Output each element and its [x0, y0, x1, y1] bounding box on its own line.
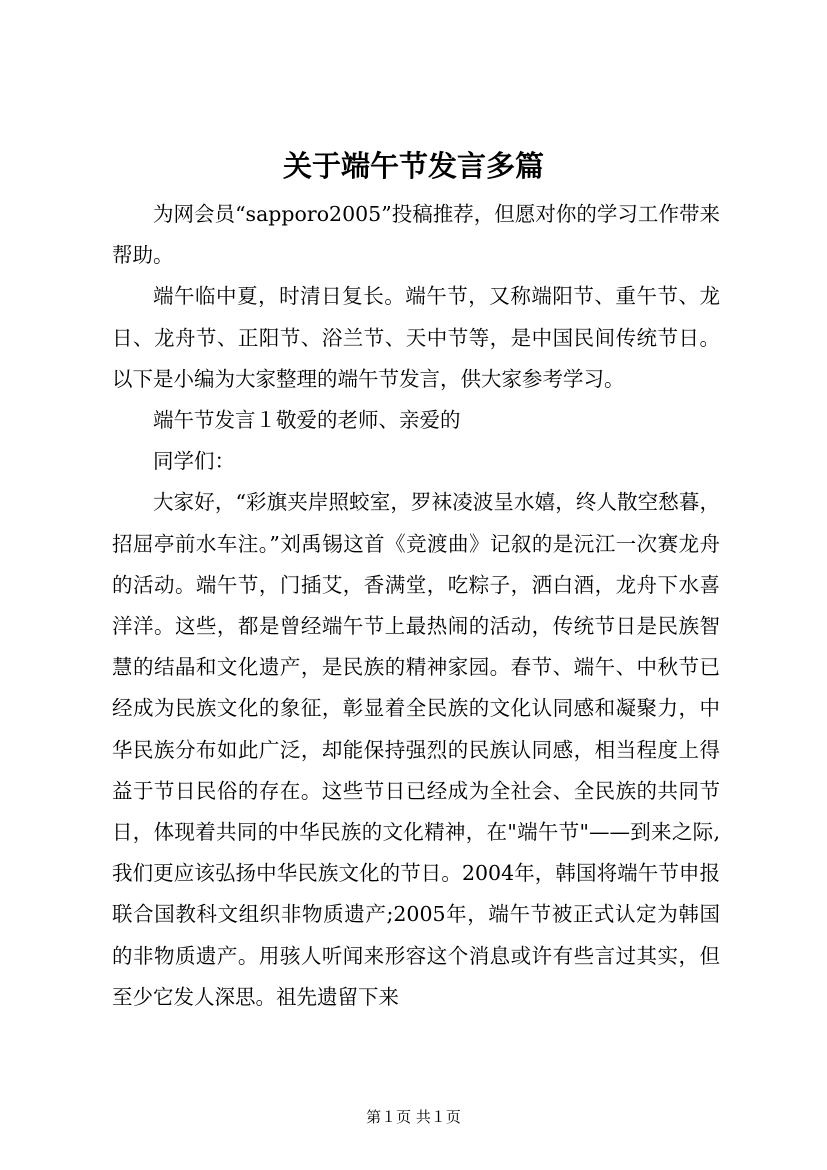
paragraph-speech-body: 大家好，“彩旗夹岸照蛟室，罗袜凌波呈水嬉，终人散空愁暮，招屈亭前水车注。”刘禹锡这首《竞渡曲》记叙的是沅江一次赛龙舟的活动。端午节，门插艾，香满堂，吃粽子，洒白酒，龙舟下水喜洋洋。这些，都是曾经端午节上最热闹的活动，传统节日是民族智慧的结晶和文化遗产，是民族的精神家园。春节、端午、中秋节已经成为民族文化的象征，彰显着全民族的文化认同感和凝聚力，中华民族分布如此广泛，却能保持强烈的民族认同感，相当程度上得益于节日民俗的存在。这些节日已经成为全社会、全民族的共同节日，体现着共同的中华民族的文化精神，在"端午节"——到来之际,我们更应该弘扬中华民族文化的节日。2004年，韩国将端午节申报联合国教科文组织非物质遗产;2005年，端午节被正式认定为韩国的非物质遗产。用骇人听闻来形容这个消息或许有些言过其实，但至少它发人深思。祖先遗留下来 — [112, 490, 720, 1009]
document-body — [112, 194, 720, 1018]
document-title: 关于端午节发言多篇 — [282, 149, 544, 183]
paragraph-summary: 端午临中夏，时清日复长。端午节，又称端阳节、重午节、龙日、龙舟节、正阳节、浴兰节、天中节等，是中国民间传统节日。以下是小编为大家整理的端午节发言，供大家参考学习。 — [112, 284, 720, 391]
paragraph-speech-heading: 端午节发言１敬爱的老师、亲爱的 — [153, 408, 461, 433]
page-footer: 第１页 共１页 — [366, 1108, 461, 1126]
paragraph-greeting: 同学们： — [153, 449, 235, 474]
paragraph-intro: 为网会员“sapporo2005”投稿推荐，但愿对你的学习工作带来帮助。 — [112, 202, 720, 268]
